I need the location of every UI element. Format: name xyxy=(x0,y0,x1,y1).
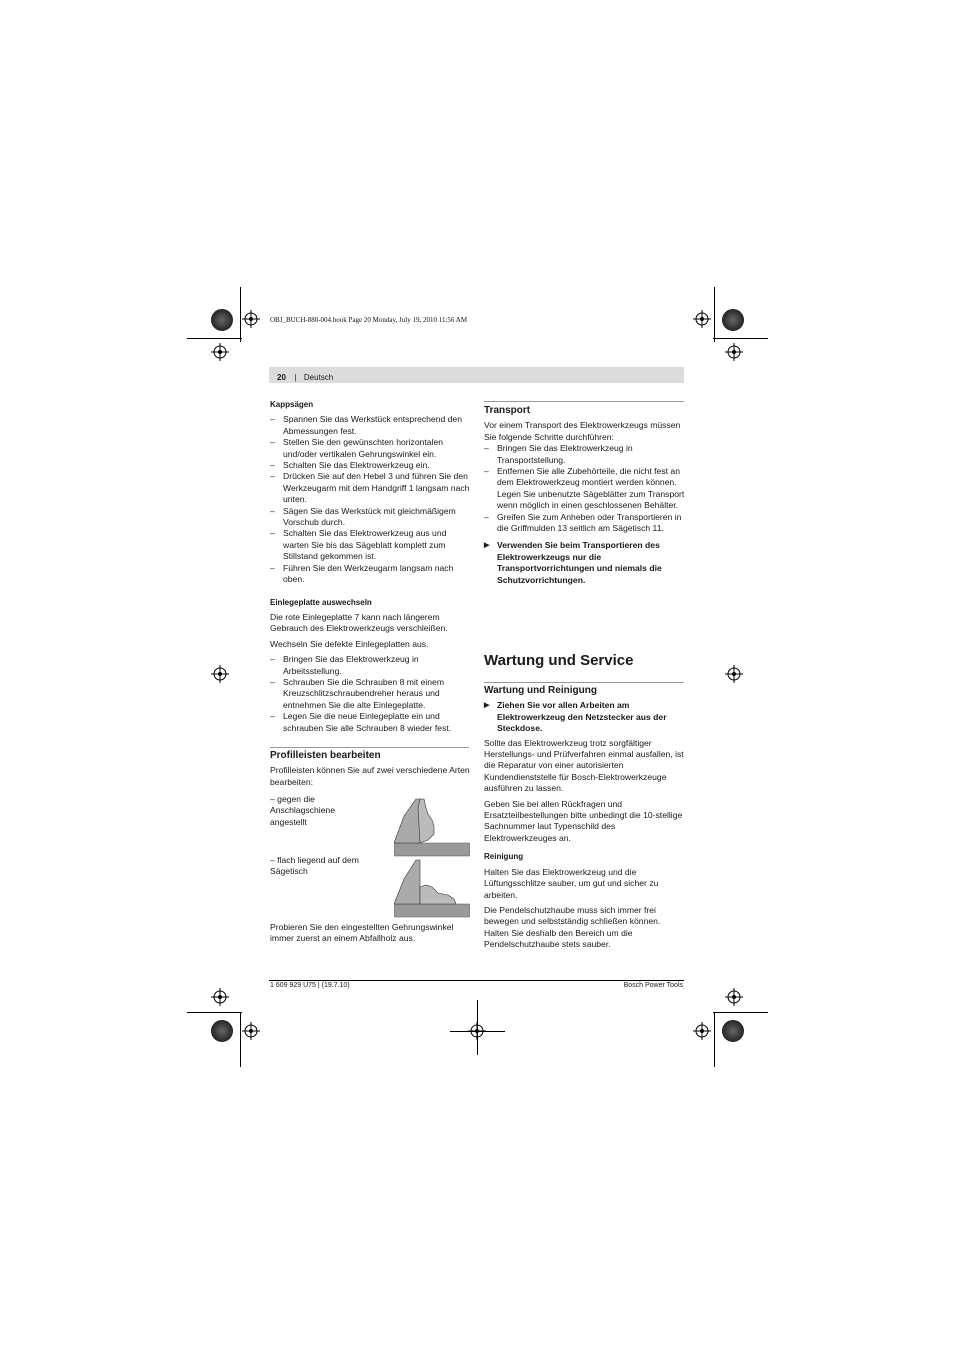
list-item: – Stellen Sie den gewünschten horizontalen und/oder vertikalen Gehrungswinkel ein. xyxy=(270,437,470,460)
profilleisten-heading: Profilleisten bearbeiten xyxy=(270,750,381,761)
profile-against-fence-illustration xyxy=(394,796,470,857)
list-item: – Legen Sie die neue Einlegeplatte ein und schrauben Sie alle Schrauben 8 wieder fest. xyxy=(270,711,470,734)
registration-mark-icon xyxy=(211,988,229,1006)
section-title: Wartung und Service xyxy=(484,652,634,669)
left-column xyxy=(270,399,470,734)
einlegeplatte-para: Die rote Einlegeplatte 7 kann nach längerem Gebrauch des Elektrowerkzeugs verschleißen. xyxy=(270,611,448,634)
registration-mark-icon xyxy=(693,1022,711,1040)
footer-rule xyxy=(269,980,684,981)
list-item: – Drücken Sie auf den Hebel 3 und führen Sie den Werkzeugarm mit dem Handgriff 1 langsam nach unten. xyxy=(270,471,470,505)
page-header xyxy=(269,367,684,383)
color-dial-icon xyxy=(211,1020,233,1042)
profile-flat-on-table-illustration xyxy=(394,857,470,918)
page-number: 20 xyxy=(277,373,286,382)
warning-text: Verwenden Sie beim Transportieren des Elektrowerkzeugs nur die Transportvorrichtungen und niemals die Schutzvorrichtungen. xyxy=(497,540,662,585)
crop-line xyxy=(477,1000,478,1055)
wartung-warning xyxy=(484,700,685,734)
kappsaegen-list xyxy=(270,414,470,585)
registration-mark-icon xyxy=(242,310,260,328)
transport-heading: Transport xyxy=(484,405,531,416)
warning-arrow-icon: ▶ xyxy=(484,542,490,550)
list-item: – Schrauben Sie die Schrauben 8 mit einem Kreuzschlitzschraubendreher heraus und entnehmen Sie die alte Einlegeplatte. xyxy=(270,677,470,711)
header-separator: | xyxy=(294,373,297,382)
wartung-para: Geben Sie bei allen Rückfragen und Ersatzteilbestellungen bitte unbedingt die 10-stellige Sachnummer laut Typenschild des Elektrowerkzeuges an. xyxy=(484,798,683,843)
registration-mark-icon xyxy=(211,343,229,361)
right-column-top xyxy=(484,405,685,586)
footer-brand: Bosch Power Tools xyxy=(623,982,683,989)
einlegeplatte-list xyxy=(270,654,470,734)
right-column-bottom xyxy=(484,685,685,951)
profilleisten-option-1: – gegen die Anschlagschiene angestellt xyxy=(270,794,335,827)
registration-mark-icon xyxy=(725,665,743,683)
einlegeplatte-heading: Einlegeplatte auswechseln xyxy=(270,597,372,607)
section-divider xyxy=(270,747,469,748)
transport-list xyxy=(484,443,685,534)
list-item: – Sägen Sie das Werkstück mit gleichmäßigem Vorschub durch. xyxy=(270,506,470,529)
list-item: – Führen Sie den Werkzeugarm langsam nach oben. xyxy=(270,563,470,586)
warning-text: Ziehen Sie vor allen Arbeiten am Elektrowerkzeug den Netzstecker aus der Steckdose. xyxy=(497,700,667,734)
file-info: OBJ_BUCH-880-004.book Page 20 Monday, July 19, 2010 11:56 AM xyxy=(270,316,468,324)
color-dial-icon xyxy=(722,1020,744,1042)
registration-mark-icon xyxy=(693,310,711,328)
list-item-extra: Legen Sie unbenutzte Sägeblätter zum Transport wenn möglich in einen geschlossenen Behälter. xyxy=(497,488,685,511)
kappsaegen-heading: Kappsägen xyxy=(270,400,314,409)
section-divider xyxy=(484,401,684,402)
registration-mark-icon xyxy=(725,343,743,361)
reinigung-para: Halten Sie das Elektrowerkzeug und die Lüftungsschlitze sauber, um gut und sicher zu arbeiten. xyxy=(484,866,659,900)
warning-arrow-icon: ▶ xyxy=(484,702,490,710)
registration-mark-icon xyxy=(242,1022,260,1040)
list-item: – Greifen Sie zum Anheben oder Transportieren in die Griffmulden 13 seitlich am Sägetisch 11. xyxy=(484,512,685,535)
list-item: – Schalten Sie das Elektrowerkzeug aus und warten Sie bis das Sägeblatt komplett zum Stillstand gekommen ist. xyxy=(270,528,470,562)
crop-line xyxy=(450,1031,505,1032)
reinigung-heading: Reinigung xyxy=(484,852,524,862)
list-item xyxy=(484,466,685,512)
list-item: – Spannen Sie das Werkstück entsprechend den Abmessungen fest. xyxy=(270,414,470,437)
list-item-text: Entfernen Sie alle Zubehörteile, die nicht fest an dem Elektrowerkzeug montiert werden können. xyxy=(497,466,680,488)
list-item: – Schalten Sie das Elektrowerkzeug ein. xyxy=(270,460,470,471)
list-item: – Bringen Sie das Elektrowerkzeug in Arbeitsstellung. xyxy=(270,654,470,677)
wartung-subheading: Wartung und Reinigung xyxy=(484,685,597,696)
profilleisten-intro: Profilleisten können Sie auf zwei verschiedene Arten bearbeiten: xyxy=(270,765,470,787)
color-dial-icon xyxy=(722,309,744,331)
list-item: – Bringen Sie das Elektrowerkzeug in Transportstellung. xyxy=(484,443,685,466)
wartung-para: Sollte das Elektrowerkzeug trotz sorgfältiger Herstellungs- und Prüfverfahren einmal ausfallen, ist die Reparatur von einer autorisierten Kundendienststelle für Bosch-Elektrowerkzeuge ausführen zu lassen. xyxy=(484,737,684,794)
transport-intro: Vor einem Transport des Elektrowerkzeugs müssen Sie folgende Schritte durchführen: xyxy=(484,420,681,442)
section-divider xyxy=(484,682,684,683)
profilleisten-section xyxy=(270,750,470,788)
profilleisten-option-2: – flach liegend auf dem Sägetisch xyxy=(270,855,359,877)
color-dial-icon xyxy=(211,309,233,331)
footer-doc-number: 1 609 929 U75 | (19.7.10) xyxy=(270,982,350,989)
header-language: Deutsch xyxy=(303,373,334,382)
profilleisten-outro: Probieren Sie den eingestellten Gehrungswinkel immer zuerst an einem Abfallholz aus. xyxy=(270,922,454,944)
reinigung-para: Die Pendelschutzhaube muss sich immer frei bewegen und selbstständig schließen können. Halten Sie deshalb den Bereich um die Pendelschutzhaube stets sauber. xyxy=(484,904,661,950)
registration-mark-icon xyxy=(725,988,743,1006)
transport-warning xyxy=(484,540,685,586)
registration-mark-icon xyxy=(211,665,229,683)
einlegeplatte-para: Wechseln Sie defekte Einlegeplatten aus. xyxy=(270,638,429,649)
